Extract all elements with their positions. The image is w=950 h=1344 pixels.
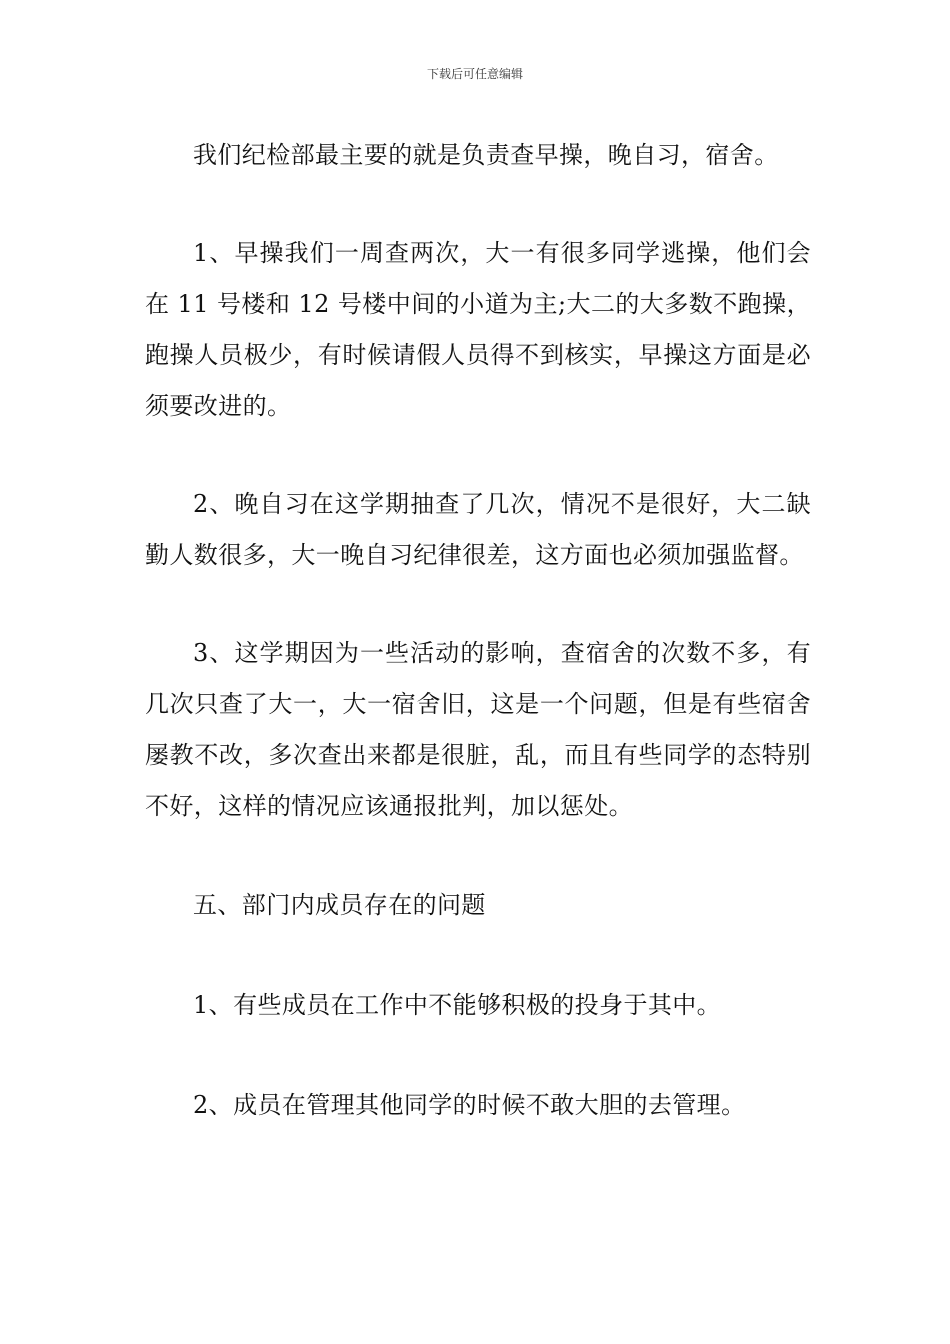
paragraph-evening-study: 2、晚自习在这学期抽查了几次，情况不是很好，大二缺勤人数很多，大一晚自习纪律很差，这方面也必须加强监督。 — [145, 490, 811, 569]
paragraph-morning-exercise: 1、早操我们一周查两次，大一有很多同学逃操，他们会在 11 号楼和 12 号楼中间的小道为主;大二的大多数不跑操，跑操人员极少，有时候请假人员得不到核实，早操这方面是必须要改进的。 — [145, 239, 811, 420]
paragraph-intro: 我们纪检部最主要的就是负责查早操，晚自习，宿舍。 — [193, 141, 779, 169]
paragraph-issue-1: 1、有些成员在工作中不能够积极的投身于其中。 — [193, 991, 722, 1019]
paragraph-dormitory: 3、这学期因为一些活动的影响，查宿舍的次数不多，有几次只查了大一，大一宿舍旧，这是一个问题，但是有些宿舍屡教不改，多次查出来都是很脏，乱，而且有些同学的态特别不好，这样的情况应该通报批判，加以惩处。 — [145, 639, 811, 820]
paragraph-issue-2: 2、成员在管理其他同学的时候不敢大胆的去管理。 — [193, 1091, 746, 1119]
page-header: 下载后可任意编辑 — [426, 67, 523, 81]
document-body — [145, 130, 811, 1131]
section-heading-member-issues: 五、部门内成员存在的问题 — [193, 891, 486, 919]
